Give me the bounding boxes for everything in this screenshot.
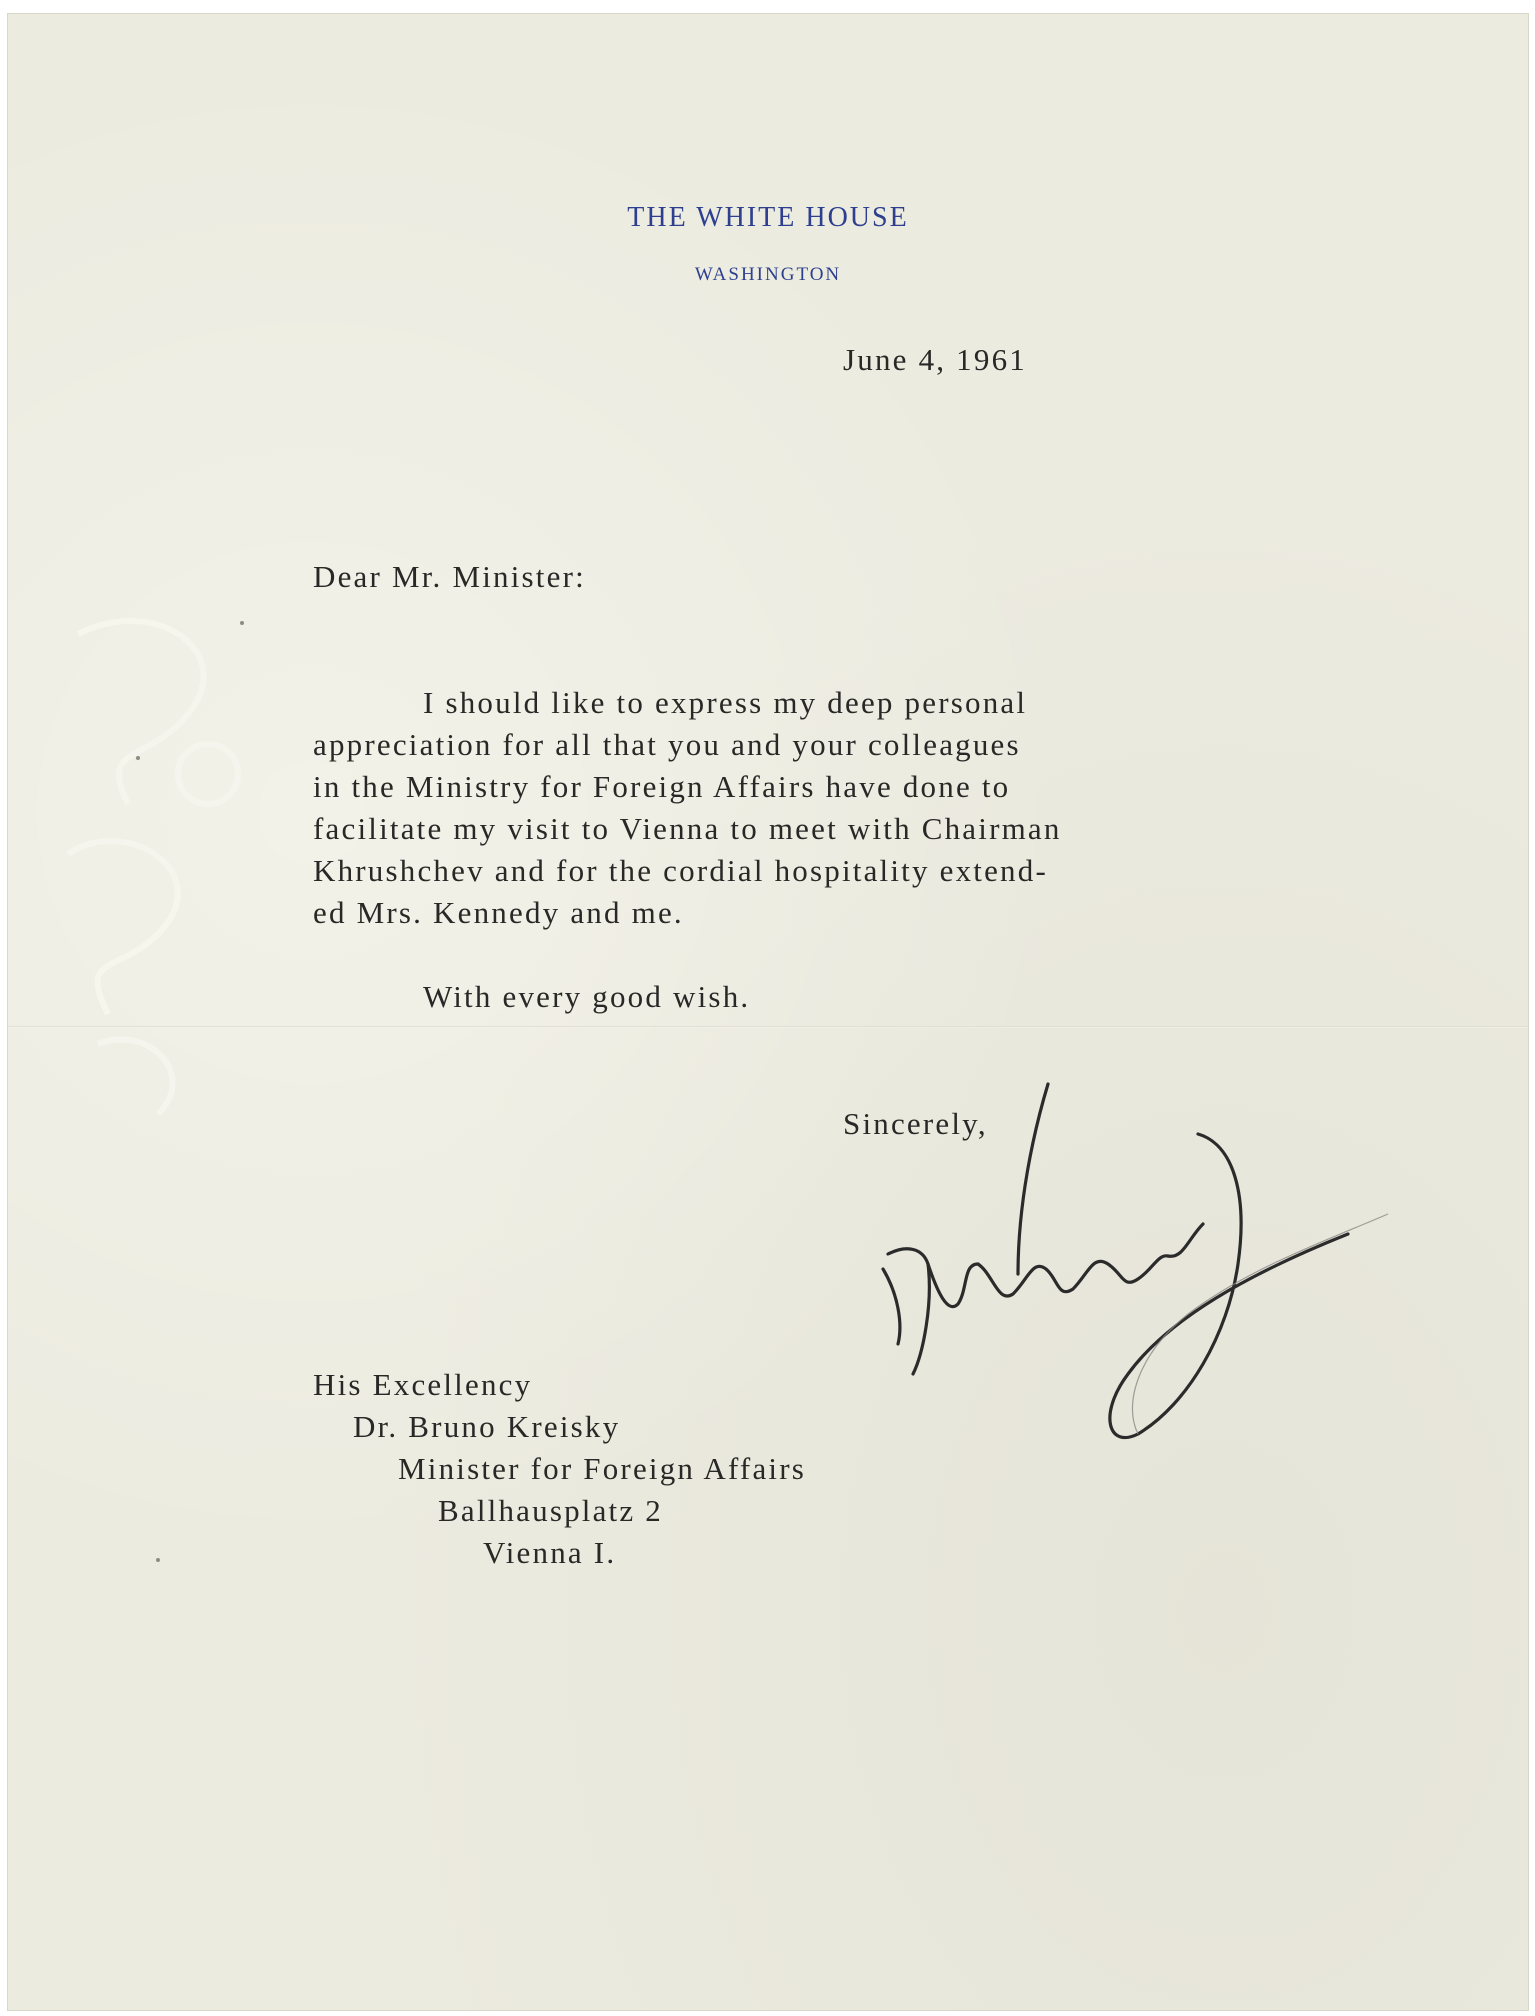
letterhead-title: THE WHITE HOUSE xyxy=(627,202,909,233)
letter-closing-wish: With every good wish. xyxy=(423,979,751,1014)
paper-speck xyxy=(156,1558,160,1562)
letter-date: June 4, 1961 xyxy=(843,342,1027,377)
body-line: I should like to express my deep personal xyxy=(423,685,1028,720)
body-line: Khrushchev and for the cordial hospitality extend- xyxy=(313,853,1048,888)
letter-sheet xyxy=(8,14,1528,2010)
address-line: Ballhausplatz 2 xyxy=(438,1493,663,1528)
letter-valediction: Sincerely, xyxy=(843,1106,988,1141)
body-line: ed Mrs. Kennedy and me. xyxy=(313,895,684,930)
paper-speck xyxy=(136,756,140,760)
address-line: Vienna I. xyxy=(483,1535,617,1570)
body-line: facilitate my visit to Vienna to meet with Chairman xyxy=(313,811,1062,846)
body-line: appreciation for all that you and your colleagues xyxy=(313,727,1021,762)
paper-speck xyxy=(240,621,244,625)
letter-salutation: Dear Mr. Minister: xyxy=(313,559,586,594)
address-line: His Excellency xyxy=(313,1367,533,1402)
letterhead-subtitle: WASHINGTON xyxy=(694,264,842,285)
letter-body xyxy=(313,682,1062,934)
address-line: Minister for Foreign Affairs xyxy=(398,1451,807,1486)
recipient-address xyxy=(313,1364,806,1574)
watermark-emboss xyxy=(38,574,298,1134)
body-line: in the Ministry for Foreign Affairs have done to xyxy=(313,769,1011,804)
address-line: Dr. Bruno Kreisky xyxy=(353,1409,621,1444)
signature-drawing xyxy=(868,1074,1428,1494)
